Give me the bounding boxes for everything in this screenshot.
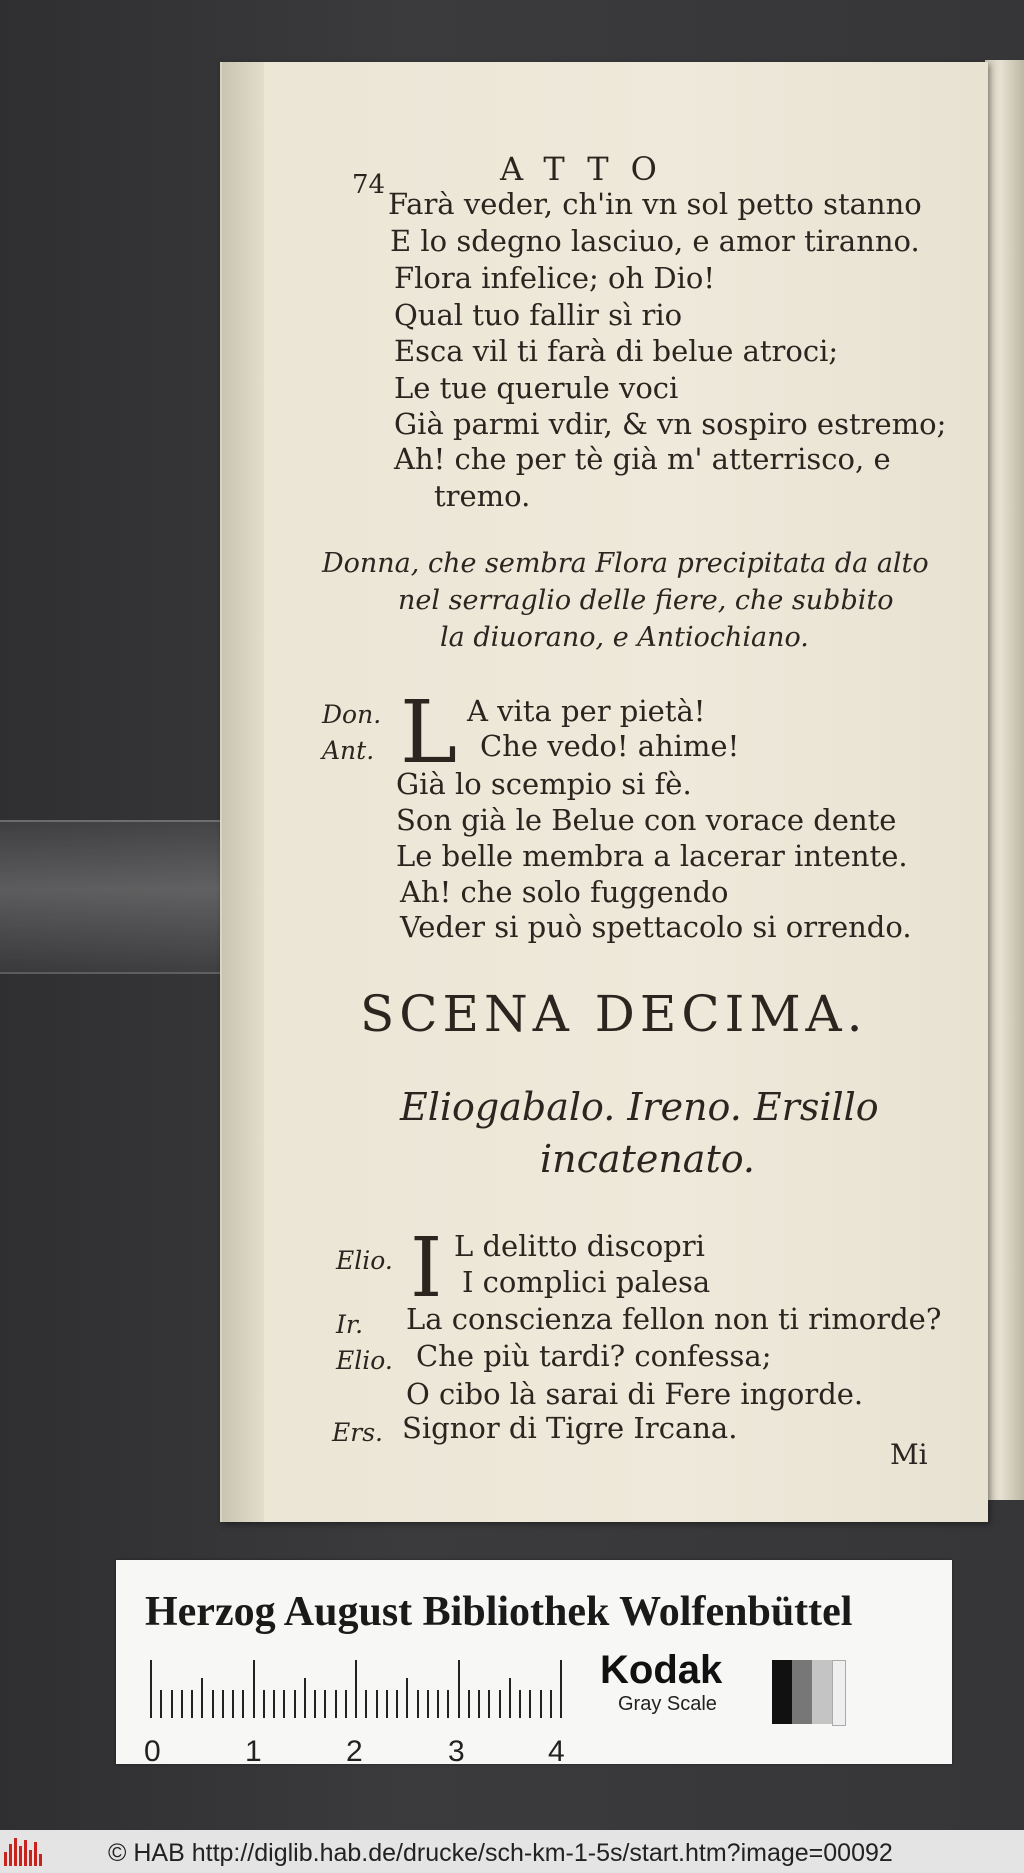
ruler-tick	[212, 1690, 214, 1718]
ruler-tick	[191, 1690, 193, 1718]
ruler-tick	[560, 1660, 562, 1718]
ruler-tick	[222, 1690, 224, 1718]
ruler-label: 0	[144, 1735, 161, 1768]
dialogue-line: L delitto discopri	[454, 1229, 705, 1263]
ruler-tick	[540, 1690, 542, 1718]
verse-line: Flora infelice; oh Dio!	[394, 261, 716, 295]
page-edge	[985, 60, 1024, 1500]
stage-direction-line: la diuorano, e Antiochiano.	[440, 622, 809, 653]
verse-line: Esca vil ti farà di belue atroci;	[394, 334, 839, 368]
ruler-tick	[376, 1690, 378, 1718]
ruler-tick	[447, 1690, 449, 1718]
ruler-tick	[181, 1690, 183, 1718]
ruler-tick	[499, 1690, 501, 1718]
ruler-tick	[478, 1690, 480, 1718]
ruler-tick	[171, 1690, 173, 1718]
ruler-tick	[232, 1690, 234, 1718]
ruler-tick	[273, 1690, 275, 1718]
dialogue-line: O cibo là sarai di Fere ingorde.	[406, 1377, 864, 1411]
ruler-tick	[458, 1660, 460, 1718]
dialogue-line: Le belle membra a lacerar intente.	[396, 839, 908, 873]
dialogue-line: Già lo scempio si fè.	[396, 767, 692, 801]
ruler-label: 4	[548, 1735, 565, 1768]
ruler-tick	[160, 1690, 162, 1718]
running-head: ATTO	[500, 150, 679, 188]
drop-cap: I	[410, 1221, 443, 1316]
verse-line: Le tue querule voci	[394, 371, 679, 405]
page-fold	[222, 62, 264, 1522]
dialogue-line: Che vedo! ahime!	[480, 729, 740, 763]
dialogue-line: A vita per pietà!	[467, 694, 706, 728]
speaker-label: Elio.	[336, 1346, 393, 1375]
dialogue-line: Signor di Tigre Ircana.	[402, 1411, 738, 1445]
dialogue-line: Son già le Belue con vorace dente	[396, 803, 897, 837]
ruler-tick	[417, 1690, 419, 1718]
dialogue-line: Veder si può spettacolo si orrendo.	[400, 910, 912, 944]
verse-line: Ah! che per tè già m' atterrisco, e	[394, 442, 891, 476]
ruler-tick	[550, 1690, 552, 1718]
drop-cap: L	[400, 683, 458, 783]
speaker-label: Ir.	[336, 1310, 364, 1339]
ruler-label: 2	[346, 1735, 363, 1768]
characters-line: incatenato.	[540, 1137, 756, 1181]
dialogue-line: Ah! che solo fuggendo	[400, 875, 729, 909]
verse-line: Qual tuo fallir sì rio	[394, 298, 683, 332]
stage-direction-line: nel serraglio delle fiere, che subbito	[398, 585, 894, 616]
dialogue-line: La conscienza fellon non ti rimorde?	[406, 1302, 942, 1336]
ruler-tick	[304, 1678, 306, 1718]
ruler-tick	[427, 1690, 429, 1718]
ruler-tick	[386, 1690, 388, 1718]
ruler-tick	[335, 1690, 337, 1718]
ruler-tick	[468, 1690, 470, 1718]
stage-direction-line: Donna, che sembra Flora precipitata da alto	[322, 548, 929, 579]
verse-line: Farà veder, ch'in vn sol petto stanno	[388, 187, 922, 221]
ruler-tick	[324, 1690, 326, 1718]
scene-title: SCENA DECIMA.	[360, 985, 868, 1043]
dialogue-line: Che più tardi? confessa;	[416, 1339, 772, 1373]
ruler-tick	[283, 1690, 285, 1718]
dialogue-line: I complici palesa	[462, 1265, 711, 1299]
ruler-tick	[488, 1690, 490, 1718]
ruler-tick	[242, 1690, 244, 1718]
gray-swatch	[792, 1660, 812, 1724]
kodak-logo: Kodak	[600, 1648, 723, 1692]
hab-logo-icon	[4, 1838, 46, 1866]
ruler-tick	[355, 1660, 357, 1718]
gray-swatch	[772, 1660, 792, 1724]
ruler-label: 1	[245, 1735, 262, 1768]
footer-copyright-url[interactable]: © HAB http://diglib.hab.de/drucke/sch-km-1-5s/start.htm?image=00092	[108, 1839, 893, 1867]
ruler-tick	[345, 1690, 347, 1718]
ruler	[150, 1658, 560, 1718]
ruler-tick	[150, 1660, 152, 1718]
speaker-label: Don.	[322, 700, 382, 729]
ruler-tick	[263, 1690, 265, 1718]
ruler-tick	[509, 1678, 511, 1718]
gray-swatch	[832, 1660, 846, 1726]
page-number: 74	[352, 170, 386, 200]
speaker-label: Ant.	[322, 736, 375, 765]
speaker-label: Ers.	[332, 1418, 383, 1447]
gray-scale-label: Gray Scale	[618, 1693, 717, 1715]
ruler-tick	[396, 1690, 398, 1718]
ruler-tick	[519, 1690, 521, 1718]
ruler-tick	[406, 1678, 408, 1718]
ruler-tick	[314, 1690, 316, 1718]
ruler-tick	[529, 1690, 531, 1718]
verse-line: Già parmi vdir, & vn sospiro estremo;	[394, 407, 947, 441]
ruler-tick	[201, 1678, 203, 1718]
ruler-tick	[253, 1660, 255, 1718]
catchword: Mi	[890, 1438, 928, 1471]
verse-line: E lo sdegno lasciuo, e amor tiranno.	[390, 224, 920, 258]
ruler-tick	[437, 1690, 439, 1718]
ruler-tick	[365, 1690, 367, 1718]
ruler-label: 3	[448, 1735, 465, 1768]
characters-line: Eliogabalo. Ireno. Ersillo	[400, 1085, 879, 1129]
speaker-label: Elio.	[336, 1246, 393, 1275]
verse-line: tremo.	[434, 479, 531, 513]
gray-swatch	[812, 1660, 832, 1724]
library-name: Herzog August Bibliothek Wolfenbüttel	[145, 1589, 853, 1635]
ruler-tick	[294, 1690, 296, 1718]
